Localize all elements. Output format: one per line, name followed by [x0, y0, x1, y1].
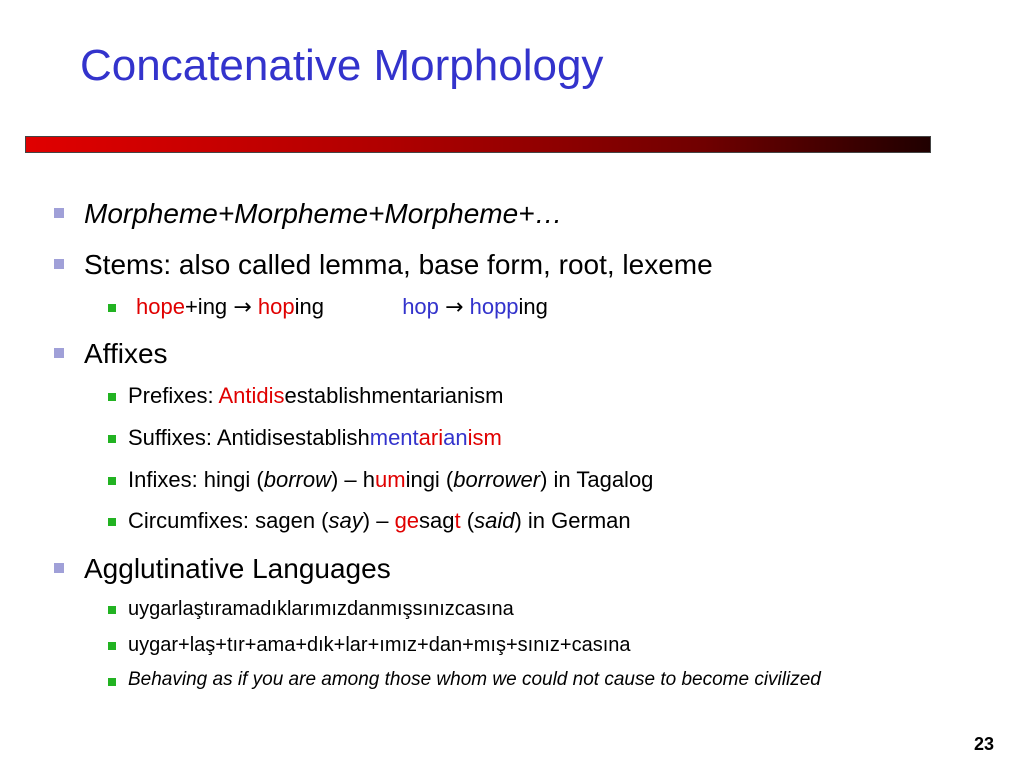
- sub-bullet-marker: [108, 393, 116, 401]
- circumfixes-end: ) in German: [514, 508, 631, 533]
- prefixes-stem: establishmentarianism: [284, 383, 504, 408]
- infixes-line: [128, 469, 653, 491]
- stem-hopp: hopp: [469, 294, 519, 319]
- prefix-dis: dis: [256, 383, 285, 408]
- bullet-morphemes: Morpheme+Morpheme+Morpheme+…: [84, 198, 563, 229]
- slide-title: Concatenative Morphology: [80, 41, 604, 90]
- sub-bullet-marker: [108, 518, 116, 526]
- ing-text-2: ing: [518, 294, 548, 319]
- sub-bullet-marker: [108, 435, 116, 443]
- infix-um: um: [375, 467, 406, 492]
- suffix-ment: ment: [369, 425, 419, 450]
- circumfix-t: t: [454, 508, 461, 533]
- infixes-ingi: ingi (: [405, 467, 454, 492]
- stem-hope: hope: [136, 294, 185, 319]
- prefixes-line: [128, 385, 503, 407]
- stem-examples: [136, 296, 548, 319]
- ing-text: ing: [294, 294, 324, 319]
- bullet-marker: [54, 563, 64, 573]
- turkish-gloss: Behaving as if you are among those whom we could not cause to become civilized: [128, 669, 821, 690]
- bullet-marker: [54, 208, 64, 218]
- sub-bullet-marker: [108, 642, 116, 650]
- suffixes-label: Suffixes:: [128, 425, 217, 450]
- stem-hop: hop: [257, 294, 295, 319]
- sub-bullet-marker: [108, 304, 116, 312]
- sub-bullet-marker: [108, 606, 116, 614]
- turkish-word: uygarlaştıramadıklarımızdanmışsınızcasına: [128, 598, 514, 620]
- circumfixes-open: (: [460, 508, 475, 533]
- circumfixes-mid: ) –: [362, 508, 395, 533]
- infixes-label: Infixes: hingi (: [128, 467, 264, 492]
- turkish-segmented: uygar+laş+tır+ama+dık+lar+ımız+dan+mış+sınız+casına: [128, 634, 631, 656]
- suffix-ing: +ing: [184, 294, 228, 319]
- gloss-borrower: borrower: [453, 467, 541, 492]
- suffix-ari: ari: [418, 425, 444, 450]
- bullet-agglutinative: Agglutinative Languages: [84, 553, 391, 584]
- gloss-borrow: borrow: [263, 467, 331, 492]
- title-divider: [25, 136, 931, 153]
- circumfix-ge: ge: [394, 508, 420, 533]
- stem-hop-2: hop: [402, 294, 439, 319]
- circumfixes-line: [128, 510, 631, 532]
- infixes-end: ) in Tagalog: [540, 467, 654, 492]
- arrow-icon: →: [445, 295, 464, 320]
- suffixes-stem: Antidisestablish: [216, 425, 370, 450]
- arrow-icon: →: [233, 295, 252, 320]
- bullet-affixes: Affixes: [84, 338, 168, 369]
- sub-bullet-marker: [108, 678, 116, 686]
- circumfixes-stem: sag: [419, 508, 455, 533]
- gloss-said: said: [474, 508, 515, 533]
- circumfixes-label: Circumfixes: sagen (: [128, 508, 329, 533]
- prefix-anti: Anti: [218, 383, 257, 408]
- gloss-say: say: [328, 508, 363, 533]
- bullet-marker: [54, 348, 64, 358]
- prefixes-label: Prefixes:: [128, 383, 219, 408]
- suffix-an: an: [443, 425, 468, 450]
- bullet-marker: [54, 259, 64, 269]
- page-number: 23: [973, 734, 994, 754]
- infixes-mid: ) – h: [330, 467, 376, 492]
- suffixes-line: [128, 427, 502, 449]
- bullet-stems: Stems: also called lemma, base form, root, lexeme: [84, 249, 713, 280]
- sub-bullet-marker: [108, 477, 116, 485]
- suffix-ism: ism: [467, 425, 502, 450]
